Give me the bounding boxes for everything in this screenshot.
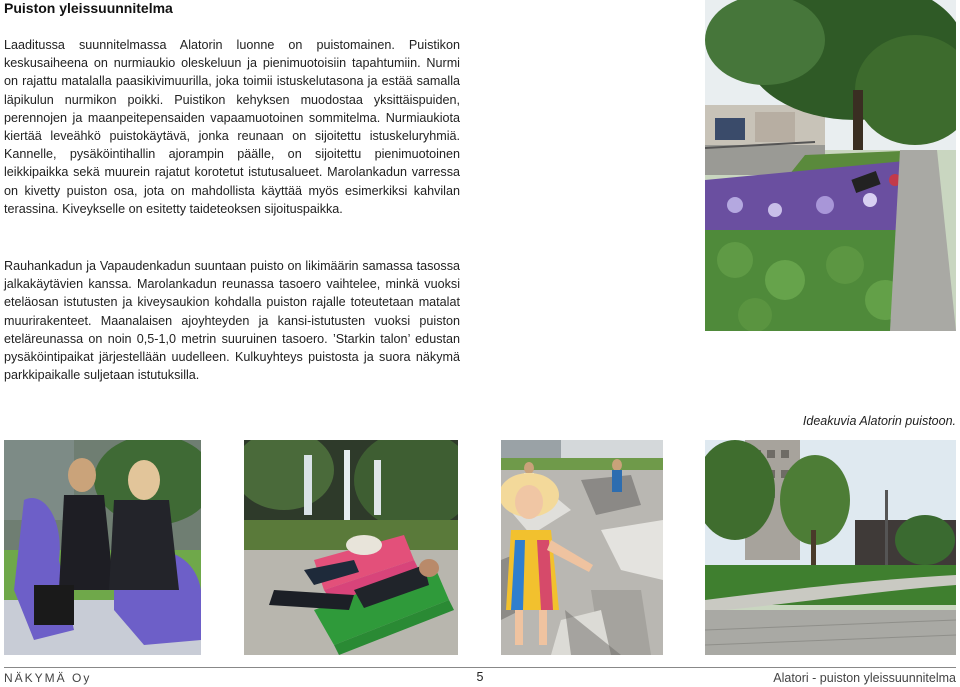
page-number: 5: [476, 670, 484, 684]
footer-divider: [4, 667, 956, 668]
page-heading: Puiston yleissuunnitelma: [4, 0, 173, 16]
body-paragraph-1: Laaditussa suunnitelmassa Alatorin luonne on puistomainen. Puistikon keskusaiheena on nurmiaukio oleskeluun ja pienimuotoisiin tapahtumiin. Nurmi on rajattu matalalla paasikivimuurilla, joka toimii istuskelutasona ja estää samalla läpikulun nurmikon poikki. Puistikon kehyksen muodostaa yksittäispuiden, perennojen ja maanpeitepensaiden vapaamuotoinen sommitelma. Nurmiaukiota kiertää leveähkö puistokäytävä, jonka reunaan on sijoitettu istuskeluryhmiä. Kannelle, pysäköintihallin ajorampin päälle, on sijoitettu pienimuotoinen leikkipaikka sekä muurein rajatut korotetut istutusalueet. Marolankadun varressa on kivetty puiston osa, jota on mahdollista käyttää myös esimerkiksi kahvilan terassina. Kiveykselle on esitetty taideteoksen sijoituspaikka.: [4, 38, 460, 216]
photo-purple-chairs: [4, 440, 201, 655]
photo-caption: Ideakuvia Alatorin puistoon.: [802, 414, 956, 428]
photo-benches-fountain: [244, 440, 458, 655]
photo-child-paving: [501, 440, 663, 655]
photo-lawn-trees: [705, 440, 956, 655]
footer-document-title: Alatori - puiston yleissuunnitelma: [773, 671, 956, 685]
body-paragraph-2: Rauhankadun ja Vapaudenkadun suuntaan puisto on likimäärin samassa tasossa jalkakäytävien kanssa. Marolankadun reunassa tasoero vaihtelee, minkä vuoksi eteläosan istutusten ja kiveysaukion kohdalla puiston rajalle toteutetaan matalat muurirakenteet. Maanalaisen ajoyhteyden ja kansi-istutusten vuoksi puiston eteläreunassa on noin 0,5-1,0 metrin suuruinen tasoero. ’Starkin talon’ edustan pysäköintipaikat järjestellään uudelleen. Kulkuyhteys puistosta ja suora näkymä parkkipaikalle suljetaan istutuksilla.: [4, 259, 460, 383]
photo-flower-beds: [705, 0, 956, 331]
footer-company: NÄKYMÄ Oy: [4, 671, 92, 685]
